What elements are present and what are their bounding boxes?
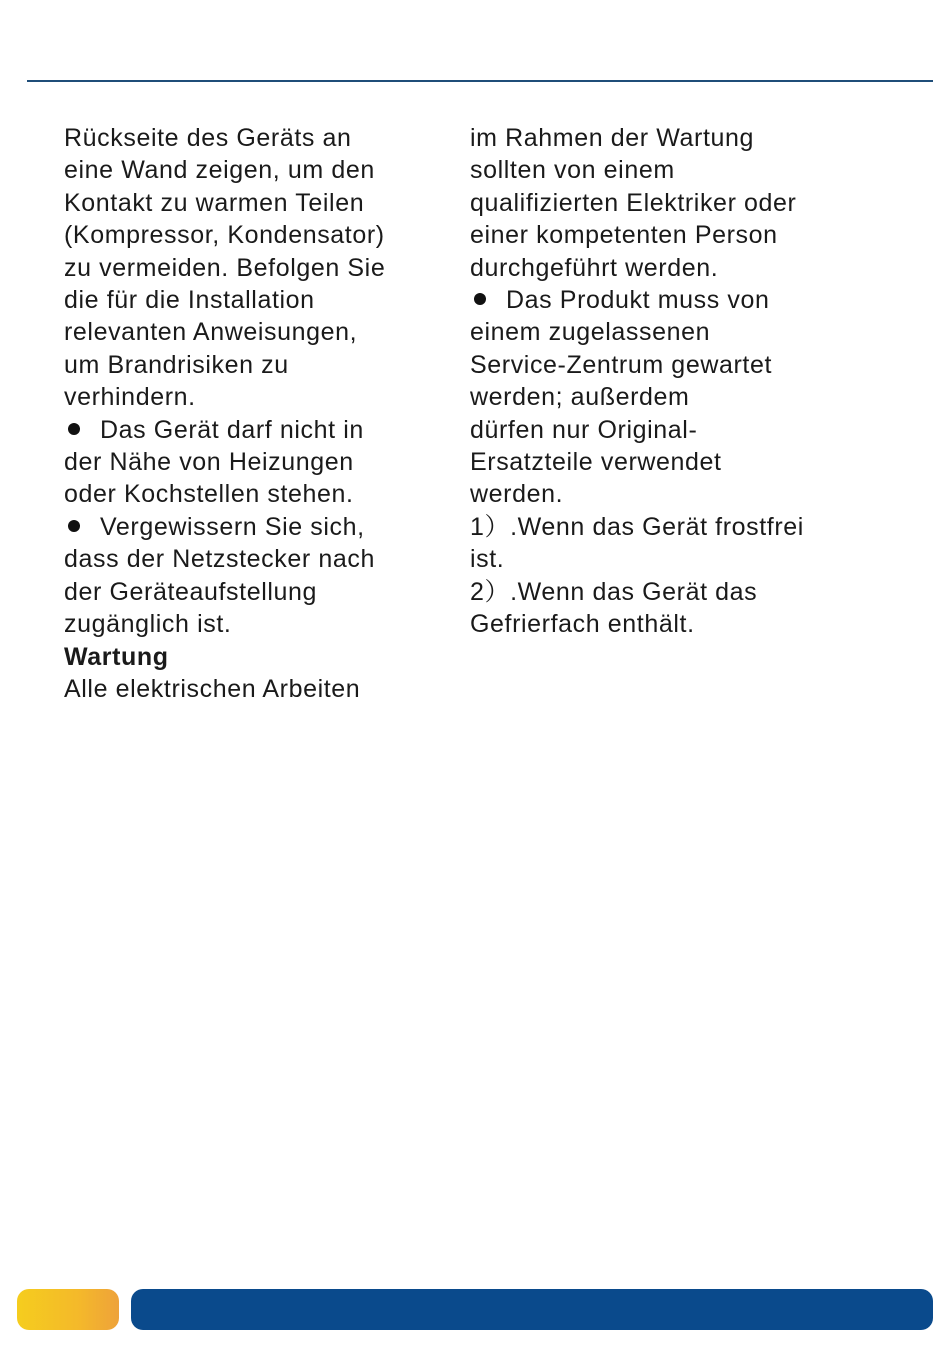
footnote-line: 1）.Wenn das Gerät frostfrei <box>470 512 804 541</box>
bullet-text: Das Produkt muss von <box>506 286 770 315</box>
left-column <box>64 122 444 705</box>
footer-bar <box>131 1289 933 1330</box>
bullet-icon <box>68 423 80 435</box>
text-line: zugänglich ist. <box>64 610 232 639</box>
text-line: um Brandrisiken zu <box>64 350 289 379</box>
text-line: sollten von einem <box>470 156 675 185</box>
text-line: Rückseite des Geräts an <box>64 124 352 152</box>
text-line: werden. <box>470 480 564 509</box>
text-line: relevanten Anweisungen, <box>64 318 358 347</box>
bullet-icon <box>68 520 80 532</box>
text-line: Service-Zentrum gewartet <box>470 350 772 379</box>
bullet-item <box>64 414 444 446</box>
text-line: oder Kochstellen stehen. <box>64 480 354 509</box>
footer-page-tab <box>17 1289 119 1330</box>
text-line: Ersatzteile verwendet <box>470 448 722 477</box>
text-line: zu vermeiden. Befolgen Sie <box>64 253 386 282</box>
text-line: die für die Installation <box>64 286 315 315</box>
text-line: Kontakt zu warmen Teilen <box>64 188 365 217</box>
section-heading: Wartung <box>64 642 169 671</box>
bullet-icon <box>474 293 486 305</box>
text-line: dürfen nur Original- <box>470 415 698 444</box>
text-line: einer kompetenten Person <box>470 221 778 250</box>
text-line: im Rahmen der Wartung <box>470 124 754 152</box>
footnote-line: Gefrierfach enthält. <box>470 610 695 639</box>
text-line: der Geräteaufstellung <box>64 577 318 606</box>
right-column <box>470 122 870 641</box>
bullet-text: Das Gerät darf nicht in <box>100 415 364 444</box>
header-rule <box>27 80 933 82</box>
text-line: werden; außerdem <box>470 383 690 412</box>
text-line: (Kompressor, Kondensator) <box>64 221 385 250</box>
text-line: eine Wand zeigen, um den <box>64 156 375 185</box>
text-line: Alle elektrischen Arbeiten <box>64 674 361 703</box>
bullet-item <box>470 284 870 316</box>
text-line: der Nähe von Heizungen <box>64 448 354 477</box>
bullet-item <box>64 511 444 543</box>
text-line: einem zugelassenen <box>470 318 711 347</box>
text-line: qualifizierten Elektriker oder <box>470 188 797 217</box>
bullet-text: Vergewissern Sie sich, <box>100 512 365 541</box>
text-line: dass der Netzstecker nach <box>64 545 375 574</box>
footnote-line: ist. <box>470 545 505 574</box>
footnote-line: 2）.Wenn das Gerät das <box>470 577 758 606</box>
text-line: verhindern. <box>64 383 196 412</box>
text-line: durchgeführt werden. <box>470 253 719 282</box>
